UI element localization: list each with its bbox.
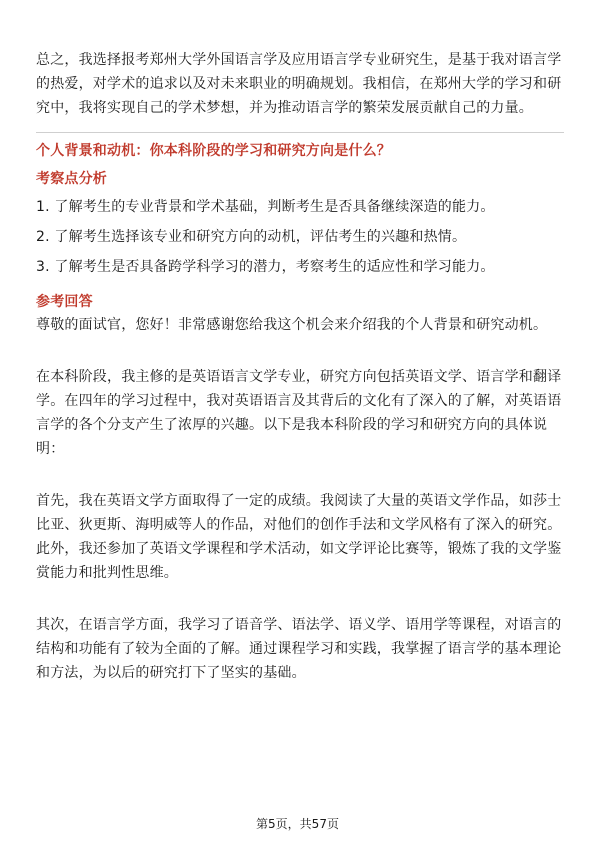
paragraph-spacer <box>36 585 564 609</box>
answer-greeting: 尊敬的面试官，您好！非常感谢您给我这个机会来介绍我的个人背景和研究动机。 <box>36 317 548 333</box>
page-number-footer: 第5页，共57页 <box>256 817 339 831</box>
question-title: 个人背景和动机：你本科阶段的学习和研究方向是什么？ <box>36 143 391 159</box>
analysis-heading: 考察点分析 <box>36 171 107 187</box>
analysis-item-2: 2. 了解考生选择该专业和研究方向的动机，评估考生的兴趣和热情。 <box>36 229 467 245</box>
answer-paragraph-1: 在本科阶段，我主修的是英语语言文学专业，研究方向包括英语文学、语言学和翻译学。在四年的学习过程中，我对英语语言及其背后的文化有了深入的了解，对英语语言学的各个分支产生了浓厚的兴趣。以下是我本科阶段的学习和研究方向的具体说明： <box>36 369 562 457</box>
analysis-item-3: 3. 了解考生是否具备跨学科学习的潜力，考察考生的适应性和学习能力。 <box>36 259 495 275</box>
page-content <box>36 48 564 685</box>
paragraph-spacer <box>36 461 564 485</box>
intro-paragraph: 总之，我选择报考郑州大学外国语言学及应用语言学专业研究生，是基于我对语言学的热爱，对学术的追求以及对未来职业的明确规划。我相信，在郑州大学的学习和研究中，我将实现自己的学术梦想，并为推动语言学的繁荣发展贡献自己的力量。 <box>36 52 562 116</box>
answer-paragraph-2: 首先，我在英语文学方面取得了一定的成绩。我阅读了大量的英语文学作品，如莎士比亚、狄更斯、海明威等人的作品，对他们的创作手法和文学风格有了深入的研究。此外，我还参加了英语文学课程和学术活动，如文学评论比赛等，锻炼了我的文学鉴赏能力和批判性思维。 <box>36 493 562 581</box>
answer-heading: 参考回答 <box>36 294 93 310</box>
section-divider <box>36 132 564 133</box>
analysis-item-1: 1. 了解考生的专业背景和学术基础，判断考生是否具备继续深造的能力。 <box>36 199 495 215</box>
answer-paragraph-3: 其次，在语言学方面，我学习了语音学、语法学、语义学、语用学等课程，对语言的结构和功能有了较为全面的了解。通过课程学习和实践，我掌握了语言学的基本理论和方法，为以后的研究打下了坚实的基础。 <box>36 617 562 681</box>
paragraph-spacer <box>36 337 564 361</box>
